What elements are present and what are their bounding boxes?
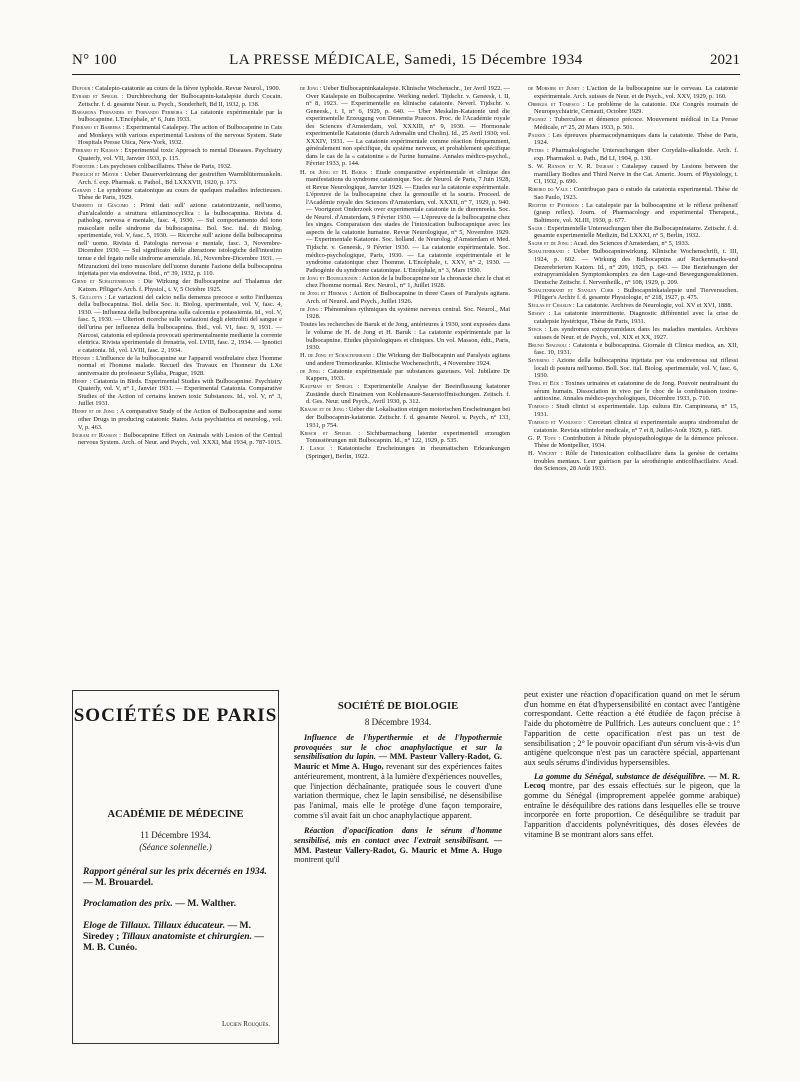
entry-text: La catatonie expérimentale par la bulbocapnine. L'Encéphale, n° 6, Juin 1933.	[78, 108, 282, 124]
bibliography-entry	[528, 225, 738, 240]
bibliography-entry	[528, 310, 738, 325]
bibliography-entry	[300, 445, 510, 460]
bibliography-entry	[72, 355, 282, 378]
entry-text: Le syndrome catatonique au cours de quelques maladies infectieuses. Thèse de Paris, 1929.	[78, 186, 282, 202]
entry-author: Tomesco :	[528, 403, 554, 411]
entry-author: Krause et de Jong :	[300, 406, 348, 414]
entry-author: Garand :	[72, 186, 96, 194]
entry-text: La catatonie. Archives de Neurologie, vol. XV et XVI, 1888.	[574, 302, 733, 310]
biologie-date: 8 Décembre 1934.	[364, 717, 432, 727]
entry-text: Cercetari clinica si experimentale asupra sindromului de catatonie. Revista stiintelor medicale, n° 7 et 8, Juillet-Août 1929, p. 685.	[534, 419, 738, 434]
entry-author: Ferraro et Barrera :	[72, 124, 125, 132]
bibliography-entry	[72, 408, 282, 431]
entry-author: Umberto di Giacomo :	[72, 202, 136, 210]
bibliography-entry	[72, 124, 282, 147]
entry-author: de Jong et Bourguignon :	[300, 274, 361, 282]
bibliography-entry	[528, 403, 738, 418]
entry-author: de Jong :	[300, 85, 322, 92]
bibliography-entry	[300, 406, 510, 429]
bibliography-entry	[72, 187, 282, 202]
entry-author: Tomesco et Vanlesco :	[528, 419, 586, 427]
bibliography-entry	[72, 171, 282, 186]
entry-text: Contribution à l'étude physiopathologique de la démence précoce. Thèse de Montpellier, 1934.	[534, 434, 738, 450]
entry-text: L'action de la bulbocapnine sur le cerveau. La catatonie expérimentale. Arch. suisses de Neur. et de Psych., vol. XXV, 1929, p. 160.	[534, 85, 738, 100]
entry-author: Bruno Spagnoli :	[528, 341, 571, 349]
bibliography-entry	[528, 380, 738, 403]
entry-text: Acad. des Sciences d'Amsterdam, n° 5, 1933.	[571, 240, 690, 248]
bibliography-entry	[528, 342, 738, 357]
entry-text: Catalepsy caused by Lesions between the mamillary Bodies and Third Nerve in the Cat. Americ. Journ. of Physiology, t. CI, 1932, p. 690.	[534, 162, 738, 186]
entry-author: Eyrard et Spiegel :	[72, 93, 124, 101]
entry-text: Catatonia e bulbocapnina. Giornale di Clinica medica, an. XII, fasc. 10, 1931.	[534, 341, 738, 357]
entry-text: Tuberculose et démence précoce. Mouvement médical in La Presse Médicale, n° 25, 20 Mars 1933, p. 501.	[534, 116, 738, 131]
entry-text: Katatonische Erscheinungen in rheumatischen Erkrankungen (Springer), Berlin, 1922.	[306, 445, 510, 460]
entry-text: Azione della bulbocapnina injettata per via endovenosa sui riflessi locali di postura nell'uomo. Boll. Soc. ital. Biolog. sperimentale, vol. V, fasc. 6, 1930.	[534, 357, 738, 380]
entry-author: Forestier :	[72, 162, 99, 170]
biologie-continued-column	[524, 690, 740, 1042]
entry-text: L'influence de la bulbocapnine sur l'appareil vestibulaire chez l'homme normal et l'homme malade. Recueil des Travaux en l'honneur du LXe anniversaire du professeur Syllaba, Prague, 1928.	[78, 354, 282, 377]
entry-author: Sager :	[528, 224, 546, 232]
entry-text: Etude comparative expérimentale et clinique des manifestations du syndrome catatonique. Soc. de Neurol. de Paris, 7 Juin 1928, et Revue Neurologique, Janvier 1929. — Etudes sur la catatonie expérimentale. L'épreuve de la bulbocapnine chez la grenouille et la souris. Proceed. de l'Académie royale des Sciences d'Amsterdam, vol. XXXII, n° 7, 1929, p. 940. — Voortgezet Onderzoek over experimentale catatonie in de dierenreeks. Soc. de Neurol. d'Amsterdam, 9 Février 1930. — L'épreuve de la bulbocapnine chez les singes. Comparaison des stades de l'intoxication bulbocapnique avec les aspects de la catatonie humaine. Revue Neurologique, n° 5, Novembre 1929. — Experimentale Katatonie. Soc. holland. de Neurolog. d'Amsterdam et Med. Tijdschr. v. Geneesk., 9 Février 1930. — La catatonie expérimentale. Soc. médico-psychologique, Paris, 1930. — La catatonie expérimentale et le syndrome catatonique chez l'homme. L'Encéphale, t. XXV, n° 2, 1930. — Pathogénie du syndrome catatonique. L'Encéphale, n° 3, Mars 1930.	[306, 168, 510, 274]
gomme-paragraph: La gomme du Sénégal, substance de déséquilibre. — M. R. Lecoq montre, par des essais effectués sur le pigeon, que la gomme du Sénégal (improprement appelée gomme arabique) entraîne le déséquilibre des rations dans lesquelles elle se trouve incorporée en forte proportion. Ce déséquilibre se traduit par l'apparition d'accidents polynévritiques, dès doses élevées de vitamine B se montrant alors sans effet.	[524, 771, 740, 839]
biologie-paragraph-2: Réaction d'opacification dans le sérum d'homme sensibilisé, mis en contact avec l'extrait sensibilisant. — MM. Pasteur Vallery-Radot, G. Mauric et Mme A. Hugo montrent qu'il	[294, 826, 503, 865]
entry-author: Krisch et Spiegel :	[300, 429, 360, 437]
societes-title: SOCIÉTÉS DE PARIS	[73, 705, 278, 726]
page-number: 2021	[710, 52, 740, 68]
entry-text: Les syndromes extrapyramidaux dans les maladies mentales. Archives suisses de Neur. et de Psych., vol. XIX et XX, 1927.	[534, 325, 738, 341]
continued-paragraph: peut exister une réaction d'opacification quand on met le sérum d'un homme en état d'hypersensibilité en contact avec l'antigène correspondant. Cette réaction a été étudiée de façon précise à l'aide du photomètre de Pullfrich. Les auteurs concluent que : 1° l'apparition de cette opacification n'est pas un test de sensibilisation ; 2° le pouvoir opacifiant d'un sérum vis-à-vis d'un antigène quelconque n'est pas un caractère spécial, appartenant aux seuls sérums d'individus hypersensibles.	[524, 690, 740, 767]
entry-author: de Jong :	[300, 367, 325, 375]
entry-text: Ueber Bulbocapninwirkung. Klinische Wochenschrift, t. III, 1924, p. 602. — Wirkung des Bulbocapnins auf Ruckenmarks-und Dezerebrierten Katzen. Id., n° 209, 1925, p. 643. — Die Beziehungen der extrapyramidalen Symptomkomplex zu den Lage-und Bewegungsreaktionen. Deutsche Zeitschr. f. Nervenheilk., n° 108, 1929, p. 209.	[534, 248, 738, 286]
entry-author: de Jong :	[300, 305, 323, 313]
entry-text: Durchbrechung der Bulbocapnin-katalepsie durch Cocain. Zeitschr. f. d. gesamte Neur. u. Psych., Sonderheft, Bd II, 1932, p. 138.	[78, 93, 282, 108]
entry-text: Pharmakologische Untersuchungen über Corydalis-alkaloide. Arch. f. exp. Pharmakol. u. Path., Bd LI, 1904, p. 130.	[534, 147, 738, 162]
entry-author: Pauken :	[528, 131, 550, 139]
entry-text: A comparative Study of the Action of Bulbocapnine and some other Drugs in producing catatonic States. Acta psychiatrica et neurolog., vol. V, p. 463.	[78, 408, 282, 431]
bibliography-entry	[300, 169, 510, 275]
entry-text: La catalepsie par la bulbocapnine et le réflexe préhensif (grasp reflex). Journ. of Pharmacology and experimental Therapeut., Baltimore, vol. XLIII, 1930, p. 677.	[534, 201, 738, 224]
entry-author: Steck :	[528, 325, 547, 333]
entry-author: Peters :	[528, 147, 549, 155]
bibliography-column-1	[72, 85, 282, 675]
entry-author: de Morsier et Junet :	[528, 85, 584, 92]
biologie-paragraph-1: Influence de l'hyperthermie et de l'hypothermie provoquées sur le choc anaphylactique et sur la sensibilisation du lapin. — MM. Pasteur Vallery-Radot, G. Mauric et Mme A. Hugo, revenant sur des expériences faites antérieurement, montrent, à la lumière d'expériences nouvelles, que l'injection déchaînante, pratiquée sous le couvert d'une variation thermique, chez le lapin sensibilisé, ne désensibilise pas l'animal, mais elle le protège d'une façon temporaire, comme s'il avait fait un choc anaphylactique apparent.	[294, 733, 503, 820]
entry-text: Les épreuves pharmacodynamiques dans la catatonie. Thèse de Paris, 1924.	[534, 131, 738, 147]
entry-text: Les psychoses colibacillaires. Thèse de Paris, 1932.	[98, 162, 232, 170]
entry-text: Phénomènes rythmiques du système nerveux central. Soc. Neurol., Mai 1928.	[306, 305, 510, 321]
bibliography-entry	[300, 368, 510, 383]
bibliography-entry	[528, 101, 738, 116]
entry-author: Pagniez :	[528, 116, 552, 124]
entry-author: Dufour :	[72, 85, 94, 92]
academie-item-3: Eloge de Tillaux. Tillaux éducateur. — M. Siredey ; Tillaux anatomiste et chirurgien. — M. B. Cunéo.	[83, 920, 264, 953]
entry-text: Toxines urinaires et catatonine de de Jong. Pouvoir neutralisant du sérum humain. Dissociation in vivo par le choc de la combinaison toxine-antitoxine. Annales médico-psychologiques, Décembre 1933, p. 710.	[534, 380, 738, 403]
entry-author: de Jong et Herman :	[300, 290, 352, 298]
bibliography-entry	[300, 321, 510, 351]
bibliography-entry	[528, 85, 738, 100]
bibliography-entry	[528, 450, 738, 473]
entry-text: Experimentelle Untersuchungen über die Bulbocapninstarre. Zeitschr. f. d. gesamte experimentelle Medizin, Bd LXXXI, n° 5, Berlin, 1932.	[534, 224, 738, 240]
entry-author: Séglas et Chaslin :	[528, 302, 575, 310]
entry-text: Catatonia in Birds. Experimental Studies with Bulbocapnine. Psychiatry Quaterly, vol. V, n° 1, Janvier 1931. — Experimental Catatonia. Comparative Studies of the Action of certains known toxic Substances. Id., vol. V, n° 3, Juillet 1931.	[78, 377, 282, 408]
bibliography-entry	[72, 109, 282, 124]
entry-author: S. Gullotta :	[72, 293, 107, 301]
entry-text: Toutes les recherches de Baruk et de Jong, antérieures à 1930, sont exposées dans le volume de H. de Jong et H. Baruk : La catatonie expérimentale par la bulbocapnine. Etudes physiologiques et cliniques. Un vol. Masson, édit., Paris, 1930.	[300, 321, 510, 352]
entry-author: H. de Jong et H. Baruk :	[300, 168, 373, 176]
academie-item-2: Proclamation des prix. — M. Walther.	[83, 898, 236, 909]
entry-text: Bulbocapninkatalepsie und Tierversuchen. Pflüger's Archiv f. d. gesamte Physiologie, n° 218, 1927, p. 475.	[534, 286, 738, 302]
entry-text: Bulbocapnine Effect on Animals with Lesion of the Central nervous System. Arch. of Neur. and Psych., vol. XXXI, Mai 1934, p. 787-1015.	[78, 431, 282, 447]
entry-author: Sager et de Jong :	[528, 240, 572, 248]
entry-text: Ueber Bulbocapninkatalepsie. Klinische Wochenschr., 1er Avril 1922. — Over Katalepsie en Bulbocapnine. Werking nederl. Tijdschr. v. Geneesk, t. II, n° 8, 1923. — Experimentelle en klinische catatonie. Neverl. Tijdschr. v. Geneesk., t. I, n° 6, 1929, p. 640. — Uber Meskalin-Katatonie und die experimentelle Erzeugung von Dementia Praecox. Proc. de l'Académie royale des Sciences d'Amsterdam, vol. XXXIII, n° 9, 1930. — Hormonale experimentelle Katatonie (durch Adrenalin und Cholin). Id., 25 Avril 1930; vol. XXXIV, 1931. — La catatonie expérimentale comme réaction fréquemment, généralement non spécifique, du système nerveux, et probablement spécifique dans le cas de la « catatonine » de l'urine humaine. Annales médico-psychol., Février 1933, p. 144.	[306, 85, 510, 168]
academie-item-1: Rapport général sur les prix décernés en 1934. — M. Brouardel.	[83, 866, 267, 888]
entry-author: Girnd et Schaltenbrand :	[72, 278, 140, 286]
entry-author: Henry :	[72, 377, 92, 385]
bibliography-entry	[300, 352, 510, 367]
bibliography-entry	[528, 287, 738, 302]
bibliography-entry	[528, 186, 738, 201]
bibliography-entry	[72, 147, 282, 162]
entry-author: H. de Jong et Schaltenbrand :	[300, 352, 375, 360]
issue-number: N° 100	[72, 52, 117, 68]
entry-author: Schaltenbrand :	[528, 248, 570, 256]
bibliography-entry	[528, 202, 738, 225]
bibliography-entry	[528, 240, 738, 248]
entry-text: Studi clinici si experimentale. Lip. cultura Etr. Campineana, n° 15, 1931.	[534, 403, 738, 418]
entry-author: Obregia et Tomesco :	[528, 100, 585, 108]
societes-box	[72, 690, 279, 1044]
entry-text: Sichtbarmachung latenter experimentell erzeugten Tonusstörungen mit Bulbocapnin. Id., n° 122, 1929, p. 535.	[306, 429, 510, 445]
entry-text: Die Wirkung der Bulbocapnine auf Thalamus der Katzen. Pflüger's Arch. f. Physiol., t. V, 5 Octobre 1925.	[78, 278, 282, 293]
entry-author: S. W. Ranson et V. R. Ingram :	[528, 162, 619, 170]
bibliography-entry	[528, 163, 738, 186]
entry-author: Schaltenbrand et Stanley Cobb :	[528, 286, 620, 294]
bibliography-entry	[72, 278, 282, 293]
academie-session: (Séance solennelle.)	[139, 842, 212, 852]
journal-title: LA PRESSE MÉDICALE, Samedi, 15 Décembre 1934	[229, 52, 583, 68]
entry-author: Ribeiro do Vale :	[528, 186, 572, 194]
bibliography-entry	[528, 132, 738, 147]
bibliography-entry	[300, 275, 510, 290]
bibliography-entry	[528, 419, 738, 434]
bibliography-entry	[528, 357, 738, 380]
bibliography-entry	[300, 290, 510, 305]
entry-author: Severino :	[528, 357, 554, 365]
bibliography-entry	[528, 147, 738, 162]
bibliography-entry	[528, 302, 738, 310]
bibliography-entry	[300, 85, 510, 168]
bibliography-entry	[72, 294, 282, 354]
entry-author: Henry et de Jong :	[72, 408, 119, 416]
entry-text: Experimental toxic Approach to mental Diseases. Psychiatry Quaterly, vol. VII, Janvier 1933, p. 115.	[78, 147, 282, 162]
bibliography-entry	[528, 326, 738, 341]
entry-text: Die Wirkung der Bulbocapnin auf Paralysis agitans und andere Tremorkranke. Klinische Wochenschrift., 4 Novembre 1924.	[306, 352, 510, 367]
academie-title: ACADÉMIE DE MÉDECINE	[107, 809, 244, 820]
entry-text: Ueber die Lokalisation einigen motorischen Erscheinungen bei der Bulbocapnin-katatonie. Zeitschr. f. d. gesamte Neurol. u. Psych., n° 133, 1931, p 754.	[306, 406, 510, 429]
bibliography-entry	[72, 432, 282, 447]
bibliography-entry	[528, 435, 738, 450]
bibliography-column-3	[528, 85, 738, 675]
bibliography-entry	[72, 378, 282, 408]
entry-author: Ingram et Ranson :	[72, 431, 121, 439]
entry-text: Rôle de l'intoxication colibacillaire dans la genèse de certains troubles mentaux. Leur guérison par la sérothérapie anticolibacillaire. Acad. des Sciences, 28 Août 1933.	[534, 450, 738, 473]
bibliography-entry	[72, 85, 282, 93]
bibliography-entry	[300, 306, 510, 321]
entry-author: Henner :	[72, 354, 94, 362]
entry-text: La catatonie intermittente. Diagnostic différentiel avec la crise de catalepsie hystérique, Thèse de Paris, 1931.	[534, 310, 738, 325]
entry-author: Sidawy :	[528, 310, 551, 318]
biologie-column	[294, 690, 502, 1042]
academie-date: 11 Décembre 1934.	[140, 830, 211, 840]
entry-author: Ferraro et Kilman :	[72, 147, 123, 155]
entry-author: Kaufman et Spiegel :	[300, 383, 360, 391]
bibliography-entry	[72, 163, 282, 171]
entry-author: G. P. Toye :	[528, 434, 561, 442]
bibliography-column-2	[300, 85, 510, 675]
societes-section	[72, 690, 742, 1050]
entry-text: Action de la bulbocapnine sur la chronaxie chez le chat et chez l'homme normal. Rev. Neurol., n° 1, Juillet 1928.	[306, 274, 510, 290]
entry-author: Barahona Fernandes et Fernando Ferreira :	[72, 108, 188, 116]
entry-author: Tinel et Eck :	[528, 380, 563, 388]
entry-author: Richter et Paterson :	[528, 201, 584, 209]
bibliography-entry	[72, 202, 282, 277]
entry-text: Experimental Catalepsy. The action of Bulbocapnine in Cats and Monkeys with various experimental Lesions of the nervous System. State Hospitals Presse Utica, New-York, 1932.	[78, 124, 282, 147]
entry-text: Le problème de la catatonie. IXe Congrès roumain de Neuropsychiatrie, Cernauti, Octobre 1929.	[534, 100, 738, 116]
bibliography-entry	[300, 430, 510, 445]
entry-author: Froelich et Mayer :	[72, 171, 123, 179]
entry-text: Contribuçao para o estudo da catatonia experimental. Thèse de Sao Paulo, 1923.	[534, 186, 738, 201]
biologie-title: SOCIÉTÉ DE BIOLOGIE	[337, 701, 459, 712]
bibliography-entry	[528, 248, 738, 286]
entry-text: Le variazioni del calcio nella demenza precoce e sotto l'influenza della bulbocapnina. Bol. della Soc. it. Biolog. sperimentale, vol. V, fasc. 4, 1930. — Influenza della bulbocapnina sulla calcemia e potassiemia. Id., vol. V, fasc. 5, 1930. — Ulteriori ricerche sulle variazioni degli elettroliti del sangue e dell'urina per influenza della bulbocapnina. Ibid., vol. VI, fasc. 9, 1931. — Narcosi, catatonia ed epilessia provocati sperimentalmente mediante la corrente elettrica. Rivista sperimentale di frenatria, vol. LVIII, fasc. 2, 1934. — Ipnotici e catatonia. Id., vol. LVIII, fasc. 2, 1934.	[78, 293, 282, 354]
bibliography-entry	[72, 93, 282, 108]
bibliography-entry	[528, 116, 738, 131]
entry-author: J. Lange :	[300, 445, 333, 453]
entry-text: Catalepto-catatonie au cours de la fièvre typhoïde. Revue Neurol., 1900.	[93, 85, 281, 92]
signature: Lucien Rouquès.	[222, 1020, 270, 1028]
entry-text: Experimentelle Analyse der Beeinflussung katatoner Zustände durch Einatmen von Kohlensaure-Sauerstoffmischungen. Zeitsch. f. d. Ges. Neur. und Psych., Avril 1930, p. 312.	[306, 383, 510, 406]
entry-text: Primi dati sull' azione catatonizzante, nell'uomo, d'un'alcaloido a struttura etilaminocyclica : la bulbocapnina. Rivista d. patholog. nervosa e mentale, fasc. 4, 1930. — Sul comportamento del tono muscolare nelle sindrome da bulbocapnina. Bol. Soc. ital. di Biolog. sperimentale, vol. V, fasc. 5, 1930. — Ricerche sull' azione della bulbocapnina nell' uomo. Rivista d. Patologia nervosa e mentale, fasc. 3, Novembre-Dicembre 1930. — Sul significato delle alterazione istologiche dell'intestino tenue e del fegato nelle sindrome amenziale. Id., Novembre-Dicembre 1931. — Mizurazioni del tono muscolare dell'uomo durante l'azione della bulbocapnina injettata per via endoveina. Ibid., n° 39, 1932, p. 110.	[78, 202, 282, 278]
page-header	[72, 48, 740, 75]
bibliography	[72, 85, 742, 675]
bibliography-entry	[300, 383, 510, 406]
entry-text: Ueber Dauerverkürzung der gestreiften Warmblütermuskeln. Arch. f. exp. Pharmak. u. Pathol., Bd LXXXVII, 1920, p. 173.	[78, 171, 282, 186]
entry-text: Catatonie expérimentale par substances gazeuses. Vol. Jubilaire Dr Kappers, 1933.	[306, 367, 510, 383]
entry-author: H. Vincent :	[528, 450, 563, 458]
entry-text: Action of Bulbocapnine in three Cases of Paralysis agitans. Arch. of Neurol. and Psych., Juillet 1926.	[306, 290, 510, 305]
